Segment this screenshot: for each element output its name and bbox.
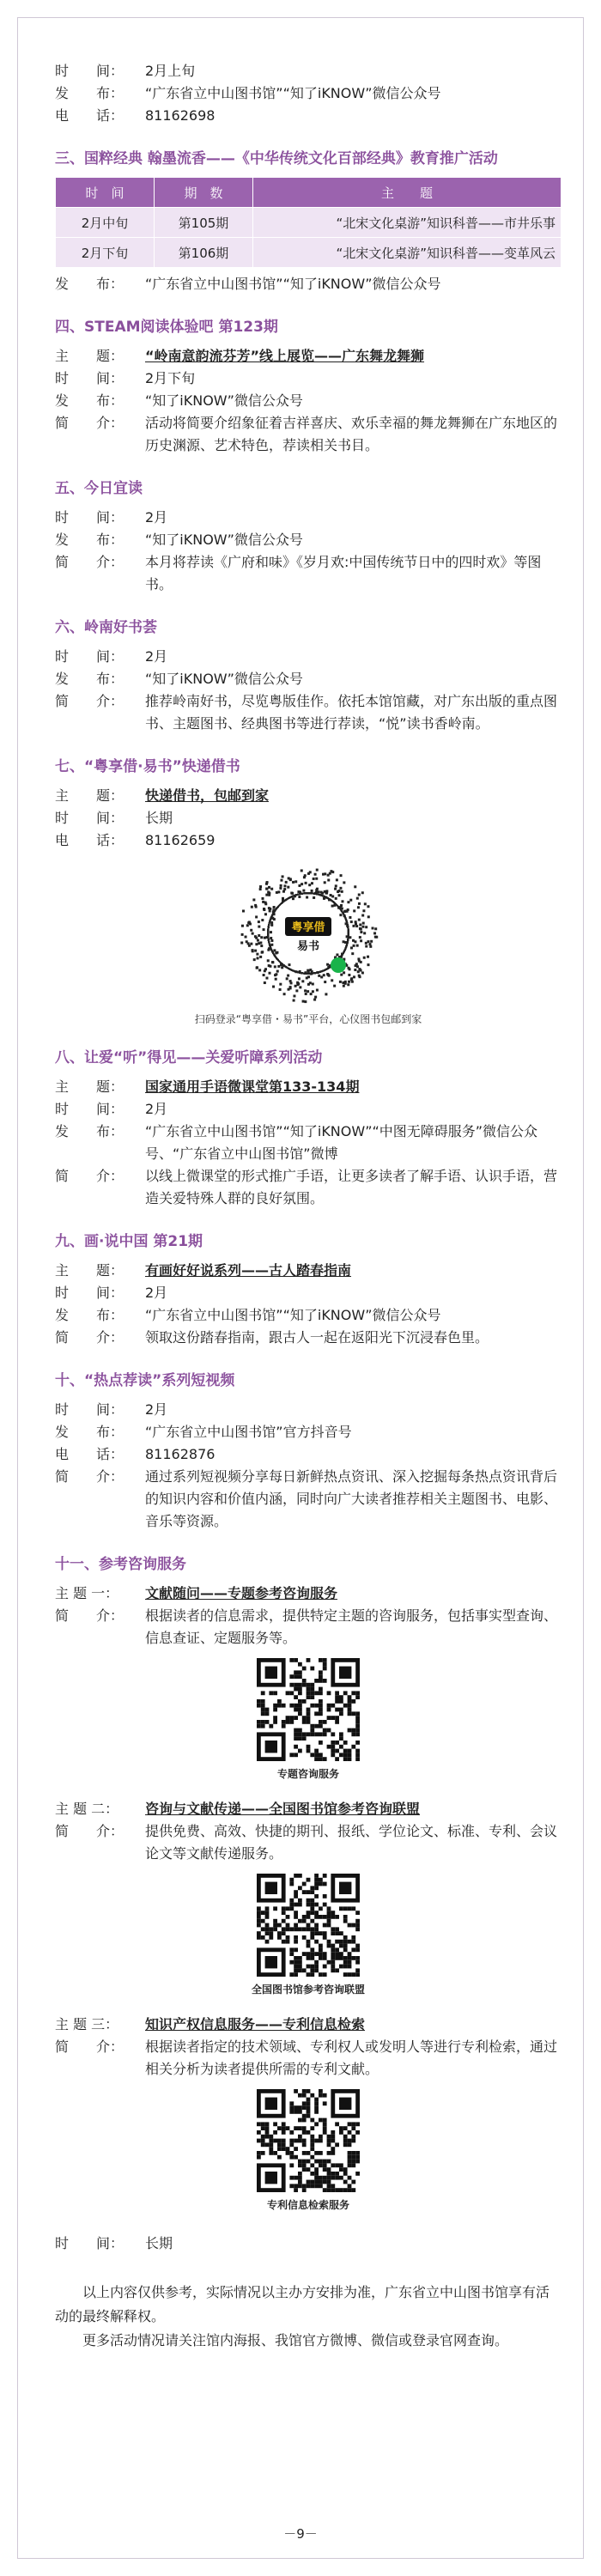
time-row — [55, 1399, 562, 1421]
intro-1-key: 简 介： — [55, 1607, 124, 1624]
intro-row — [55, 690, 562, 735]
section-title: 九、画·说中国 第21期 — [55, 1233, 203, 1250]
time-key: 时 间： — [55, 63, 124, 79]
intro-key: 简 介： — [55, 1168, 124, 1184]
section-11 — [55, 1553, 562, 2255]
time-value: 长期 — [145, 2235, 173, 2251]
section-9 — [55, 1230, 562, 1349]
cell-issue: 第106期 — [155, 238, 253, 268]
phone-value: 81162659 — [145, 832, 216, 848]
qr-caption: 扫码登录“粤享借・易书”平台，心仪图书包邮到家 — [194, 1013, 422, 1025]
section-continuation — [55, 60, 562, 127]
intro-row — [55, 1466, 562, 1533]
intro-3-value: 根据读者指定的技术领域、专利权人或发明人等进行专利检索，通过相关分析为读者提供所需的专利文献。 — [145, 2038, 558, 2077]
qr-code-icon[interactable] — [257, 1658, 360, 1761]
time-key: 时 间： — [55, 1401, 124, 1418]
publish-row — [55, 1421, 562, 1443]
table-row — [56, 238, 562, 268]
section-title: 四、STEAM阅读体验吧 第123期 — [55, 319, 278, 336]
intro-3-row — [55, 2036, 562, 2081]
publish-value: “广东省立中山图书馆”“知了iKNOW”微信公众号 — [145, 85, 441, 101]
time-key: 时 间： — [55, 1285, 124, 1301]
time-key: 时 间： — [55, 648, 124, 665]
time-value: 2月 — [145, 509, 168, 526]
publish-value: “知了iKNOW”微信公众号 — [145, 671, 303, 687]
qr-pattern-icon — [257, 2089, 360, 2192]
qr-caption: 全国图书馆参考咨询联盟 — [251, 1984, 365, 1996]
theme-1-value: 文献随问——专题参考咨询服务 — [145, 1585, 338, 1601]
intro-1-value: 根据读者的信息需求，提供特定主题的咨询服务，包括事实型查询、信息查证、定题服务等。 — [145, 1607, 558, 1646]
qr-block-3 — [55, 2089, 562, 2212]
cell-theme: “北宋文化桌游”知识科普——变革风云 — [253, 238, 562, 268]
publish-value: “广东省立中山图书馆”“知了iKNOW”微信公众号 — [145, 276, 441, 292]
theme-row — [55, 1076, 562, 1098]
theme-key: 主 题： — [55, 1262, 124, 1279]
intro-2-value: 提供免费、高效、快捷的期刊、报纸、学位论文、标准、专利、会议论文等文献传递服务。 — [145, 1823, 558, 1862]
phone-value: 81162698 — [145, 107, 216, 124]
theme-value: 有画好好说系列——古人踏春指南 — [145, 1262, 352, 1279]
phone-value: 81162876 — [145, 1446, 216, 1462]
time-row — [55, 2233, 562, 2255]
theme-value: 国家通用手语微课堂第133-134期 — [145, 1078, 360, 1095]
theme-3-row — [55, 2014, 562, 2036]
more-info-note: 更多活动情况请关注馆内海报、我馆官方微博、微信或登录官网查询。 — [82, 2332, 509, 2348]
phone-key: 电 话： — [55, 1446, 124, 1462]
qr-code-icon[interactable] — [257, 2089, 360, 2192]
mini-program-qr-code-icon[interactable] — [235, 860, 381, 1006]
cell-issue: 第105期 — [155, 208, 253, 238]
section-title: 十一、参考咨询服务 — [55, 1556, 186, 1573]
publish-key: 发 布： — [55, 1307, 124, 1323]
time-row — [55, 646, 562, 668]
time-row — [55, 368, 562, 390]
theme-2-key: 主 题 二： — [55, 1801, 119, 1817]
time-row — [55, 807, 562, 829]
qr-block — [55, 860, 562, 1026]
time-key: 时 间： — [55, 2235, 124, 2251]
time-key: 时 间： — [55, 370, 124, 386]
time-value: 2月 — [145, 648, 168, 665]
intro-row — [55, 412, 562, 457]
phone-row — [55, 829, 562, 852]
theme-1-row — [55, 1583, 562, 1605]
time-row — [55, 1098, 562, 1121]
publish-value: “知了iKNOW”微信公众号 — [145, 392, 303, 409]
publish-row — [55, 668, 562, 690]
intro-key: 简 介： — [55, 415, 124, 431]
publish-value: “广东省立中山图书馆”“知了iKNOW”“中图无障碍服务”微信公众号、“广东省立中山图书馆”微博 — [145, 1123, 538, 1162]
publish-value: “知了iKNOW”微信公众号 — [145, 532, 303, 548]
time-value: 长期 — [145, 810, 173, 826]
publish-key: 发 布： — [55, 85, 124, 101]
qr-pattern-icon — [257, 1658, 360, 1761]
qr-pattern-icon — [257, 1874, 360, 1977]
table-header — [56, 178, 562, 208]
header-time: 时 间 — [56, 178, 155, 208]
time-row — [55, 1282, 562, 1304]
publish-key: 发 布： — [55, 671, 124, 687]
section-title: 六、岭南好书荟 — [55, 619, 157, 636]
intro-value: 推荐岭南好书，尽览粤版佳作。依托本馆馆藏，对广东出版的重点图书、主题图书、经典图书等进行荐读，“悦”读书香岭南。 — [145, 693, 558, 732]
section-5 — [55, 477, 562, 596]
intro-key: 简 介： — [55, 1468, 124, 1485]
theme-1-key: 主 题 一： — [55, 1585, 119, 1601]
time-value: 2月 — [145, 1285, 168, 1301]
theme-row — [55, 1260, 562, 1282]
time-key: 时 间： — [55, 509, 124, 526]
section-6 — [55, 617, 562, 735]
disclaimer-note: 以上内容仅供参考，实际情况以主办方安排为准，广东省立中山图书馆享有活动的最终解释权。 — [55, 2284, 550, 2324]
cell-time: 2月中旬 — [56, 208, 155, 238]
publish-row — [55, 529, 562, 551]
theme-row — [55, 345, 562, 368]
theme-key: 主 题： — [55, 787, 124, 804]
theme-3-value: 知识产权信息服务——专利信息检索 — [145, 2016, 366, 2032]
qr-code-icon[interactable] — [257, 1874, 360, 1977]
section-7 — [55, 756, 562, 1026]
phone-row — [55, 1443, 562, 1466]
phone-key: 电 话： — [55, 832, 124, 848]
intro-row — [55, 1327, 562, 1349]
publish-row — [55, 1121, 562, 1165]
qr-logo-text-2: 易书 — [296, 940, 320, 953]
section-10 — [55, 1370, 562, 1533]
content — [55, 60, 562, 2353]
publish-row — [55, 390, 562, 412]
publish-key: 发 布： — [55, 1424, 124, 1440]
intro-key: 简 介： — [55, 693, 124, 709]
qr-block-2 — [55, 1874, 562, 1996]
publish-row — [55, 82, 562, 105]
publish-row — [55, 273, 562, 295]
time-value: 2月 — [145, 1101, 168, 1117]
intro-row — [55, 551, 562, 596]
publish-key: 发 布： — [55, 532, 124, 548]
section-title: 七、“粤享借·易书”快递借书 — [55, 758, 240, 775]
qr-block-1 — [55, 1658, 562, 1781]
intro-key: 简 介： — [55, 1329, 124, 1346]
page-number: －9－ — [283, 2526, 318, 2542]
time-value: 2月 — [145, 1401, 168, 1418]
time-key: 时 间： — [55, 1101, 124, 1117]
publish-key: 发 布： — [55, 1123, 124, 1139]
intro-value: 本月将荐读《广府和味》《岁月欢:中国传统节日中的四时欢》等图书。 — [145, 554, 542, 592]
intro-3-key: 简 介： — [55, 2038, 124, 2055]
time-value: 2月下旬 — [145, 370, 196, 386]
intro-key: 简 介： — [55, 554, 124, 570]
phone-key: 电 话： — [55, 107, 124, 124]
section-title: 五、今日宜读 — [55, 480, 143, 497]
intro-value: 活动将简要介绍象征着吉祥喜庆、欢乐幸福的舞龙舞狮在广东地区的历史渊源、艺术特色，荐读相关书目。 — [145, 415, 558, 453]
qr-logo-text-1: 粤享借 — [291, 921, 325, 934]
intro-2-key: 简 介： — [55, 1823, 124, 1839]
theme-2-row — [55, 1798, 562, 1820]
time-row — [55, 507, 562, 529]
qr-caption: 专题咨询服务 — [276, 1768, 339, 1780]
cell-theme: “北宋文化桌游”知识科普——市井乐事 — [253, 208, 562, 238]
intro-value: 以线上微课堂的形式推广手语，让更多读者了解手语、认识手语，营造关爱特殊人群的良好氛围。 — [145, 1168, 558, 1206]
header-theme: 主 题 — [253, 178, 562, 208]
section-8 — [55, 1047, 562, 1210]
qr-caption: 专利信息检索服务 — [266, 2199, 349, 2211]
theme-value: “岭南意韵流芬芳”线上展览——广东舞龙舞狮 — [145, 348, 425, 364]
phone-row — [55, 105, 562, 127]
publish-key: 发 布： — [55, 392, 124, 409]
publish-value: “广东省立中山图书馆”“知了iKNOW”微信公众号 — [145, 1307, 441, 1323]
section-3 — [55, 148, 562, 295]
publish-value: “广东省立中山图书馆”官方抖音号 — [145, 1424, 352, 1440]
theme-3-key: 主 题 三： — [55, 2016, 119, 2032]
theme-2-value: 咨询与文献传递——全国图书馆参考咨询联盟 — [145, 1801, 421, 1817]
qr-pattern-icon — [235, 860, 381, 1006]
intro-1-row — [55, 1605, 562, 1649]
section-4 — [55, 316, 562, 457]
intro-value: 通过系列短视频分享每日新鲜热点资讯、深入挖掘每条热点资讯背后的知识内容和价值内涵，同时向广大读者推荐相关主题图书、电影、音乐等资源。 — [145, 1468, 558, 1529]
time-value: 2月上旬 — [145, 63, 196, 79]
time-row — [55, 60, 562, 82]
intro-2-row — [55, 1820, 562, 1865]
cell-time: 2月下旬 — [56, 238, 155, 268]
time-key: 时 间： — [55, 810, 124, 826]
publish-key: 发 布： — [55, 276, 124, 292]
theme-value: 快递借书，包邮到家 — [145, 787, 270, 804]
section-title: 三、国粹经典 翰墨流香——《中华传统文化百部经典》教育推广活动 — [55, 150, 498, 167]
intro-row — [55, 1165, 562, 1210]
publish-row — [55, 1304, 562, 1327]
section-title: 十、“热点荐读”系列短视频 — [55, 1372, 235, 1389]
schedule-table — [55, 177, 562, 268]
theme-key: 主 题： — [55, 348, 124, 364]
table-row — [56, 208, 562, 238]
theme-row — [55, 785, 562, 807]
header-issue: 期 数 — [155, 178, 253, 208]
section-title: 八、让爱“听”得见——关爱听障系列活动 — [55, 1049, 323, 1066]
intro-value: 领取这份踏春指南，跟古人一起在返阳光下沉浸春色里。 — [145, 1329, 489, 1346]
theme-key: 主 题： — [55, 1078, 124, 1095]
